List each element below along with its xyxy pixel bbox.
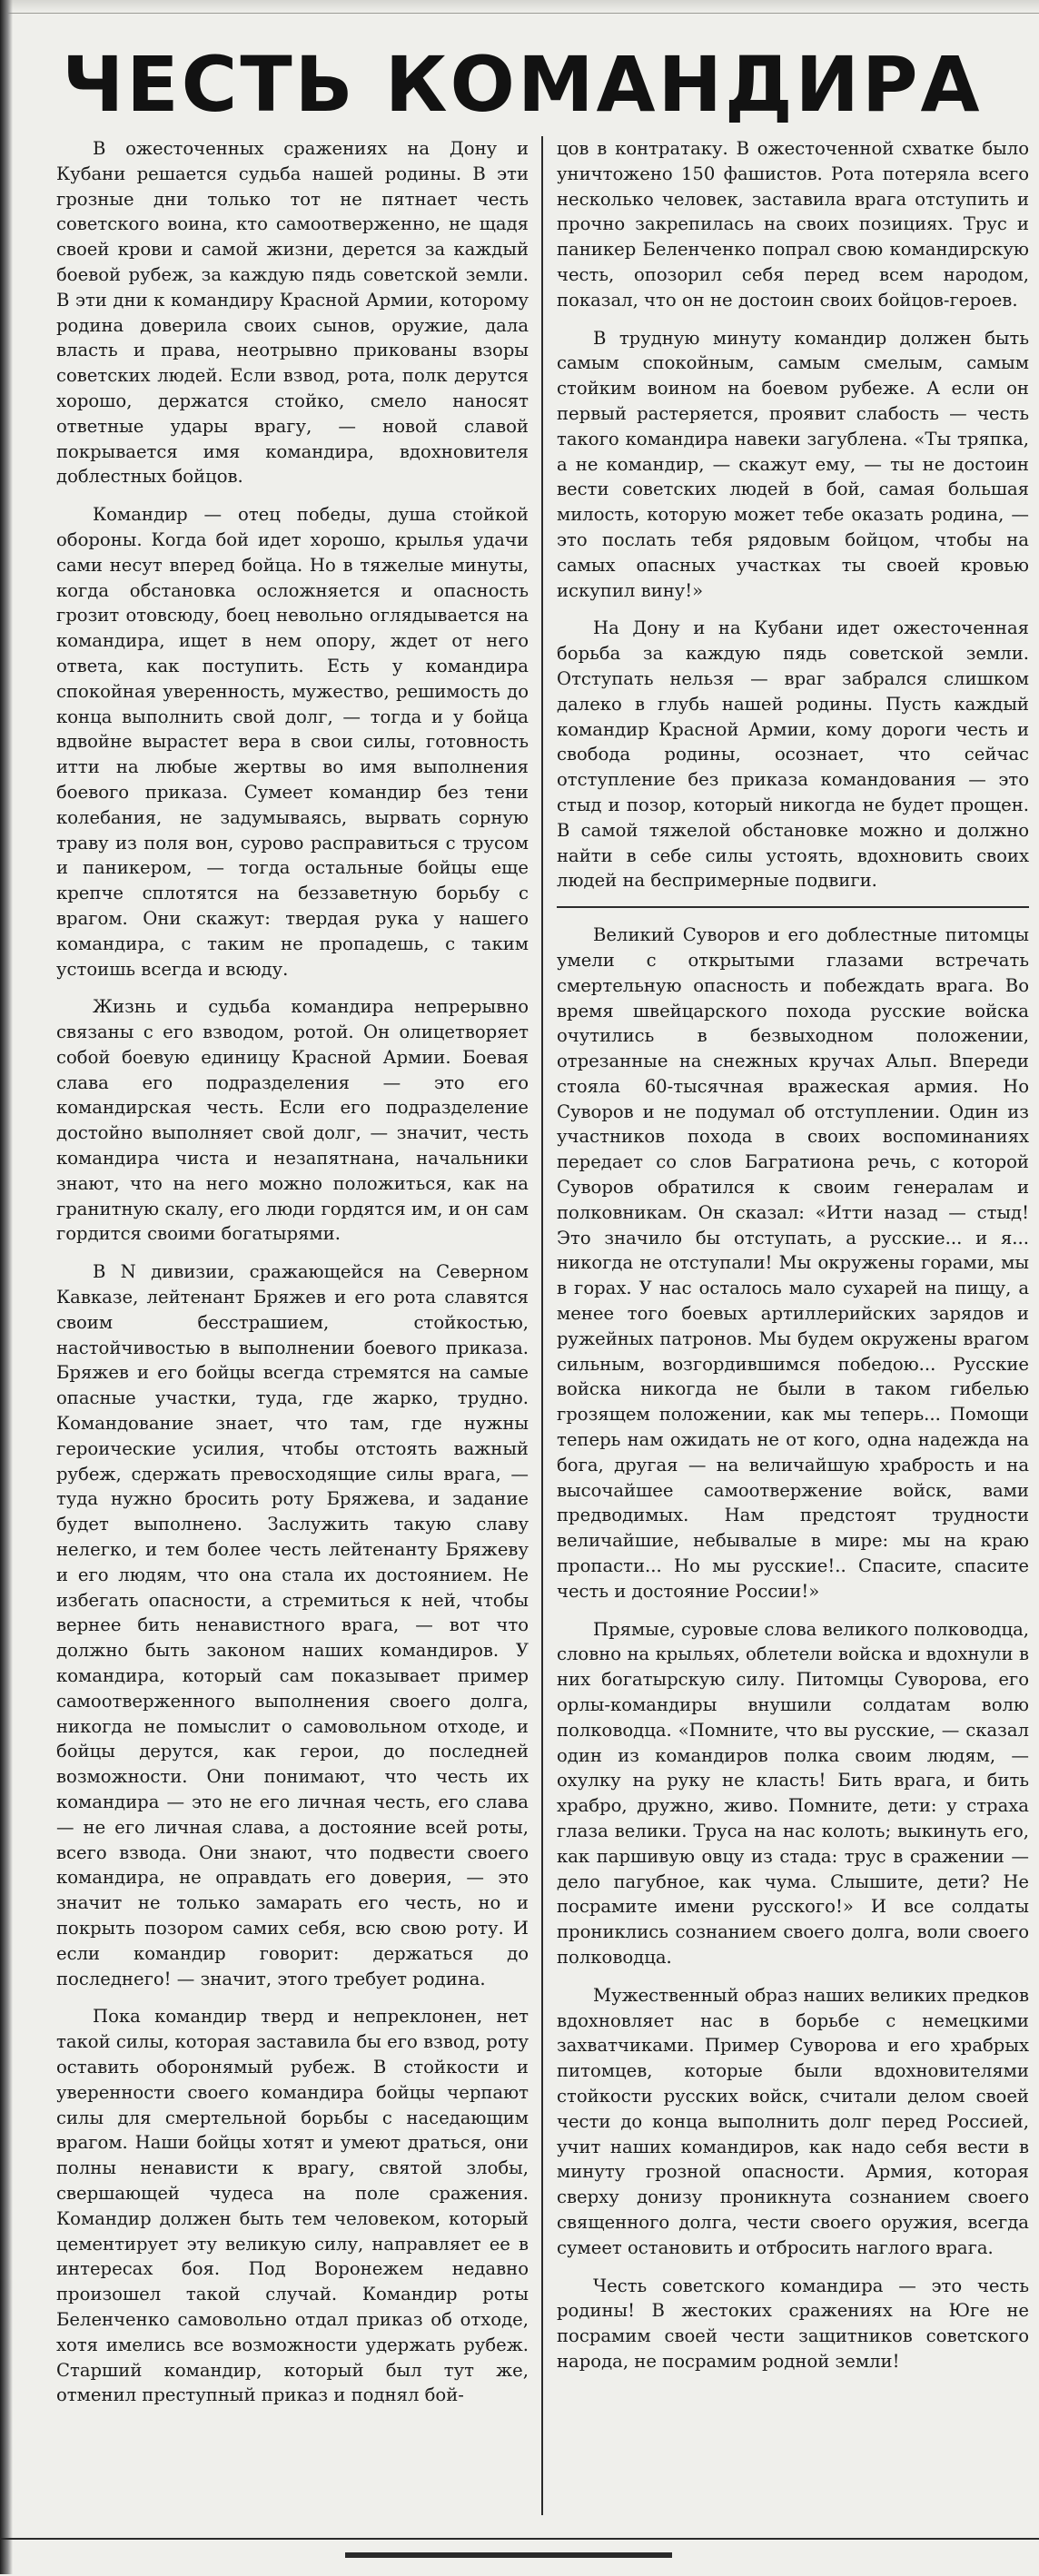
column-divider bbox=[541, 136, 543, 2515]
paragraph: цов в контратаку. В ожесточенной схватке было уничтожено 150 фашистов. Рота потеряла всего несколько человек, заставила врага отступить и прочно закрепилась на своих позициях. Трус и паникер Беленченко попрал свою командирскую честь, опозорил себя перед всем народом, показал, что он не достоин своих бойцов-героев. bbox=[557, 138, 1029, 311]
paragraph: Честь советского командира — это честь родины! В жестоких сражениях на Юге не посрамим своей чести защитников советского народа, не посрамим родной земли! bbox=[557, 2275, 1029, 2372]
paragraph: В N дивизии, сражающейся на Северном Кавказе, лейтенант Бряжев и его рота славятся своим бесстрашием, стойкостью, настойчивостью в выполнении боевого приказа. Бряжев и его бойцы всегда стремятся на самые опасные участки, туда, где жарко, трудно. Командование знает, что там, где нужны героические усилия, чтобы отстоять важный рубеж, сдержать превосходящие силы врага, — туда нужно бросить роту Бряжева, и задание будет выполнено. Заслужить такую славу нелегко, и тем более честь лейтенанту Бряжеву и его людям, что она стала их достоянием. Не избегать опасности, а стремиться к ней, чтобы вернее бить ненавистного врага, — вот что должно быть законом наших командиров. У командира, который сам показывает пример самоотверженного выполнения своего долга, никогда не помыслит о самовольном отходе, и бойцы дерутся, как герои, до последней возможности. Они понимают, что честь их командира — это не его личная честь, его слава — не его личная слава, а достояние всей роты, всего взвода. Они знают, что подвести своего командира, не оправдать его доверия, — это значит не только замарать его честь, но и покрыть позором самих себя, всю свою роту. И если командир говорит: держаться до последнего! — значит, этого требует родина. bbox=[56, 1261, 529, 1989]
article-headline: ЧЕСТЬ КОМАНДИРА bbox=[62, 40, 983, 129]
paragraph: Жизнь и судьба командира непрерывно связаны с его взводом, ротой. Он олицетворяет собой боевую единицу Красной Армии. Боевая слава его подразделения — это его командирская честь. Если его подразделение достойно выполняет свой долг, — значит, честь командира чиста и незапятнана, начальники знают, что на него можно положиться, как на гранитную скалу, его люди гордятся им, и он сам гордится своими богатырями. bbox=[56, 996, 529, 1245]
paragraph: Великий Суворов и его доблестные питомцы умели с открытыми глазами встречать смертельную опасность и побеждать врага. Во время швейцарского похода русские войска очутились в безвыходном положении, отрезанные на снежных кручах Альп. Впереди стояла 60-тысячная вражеская армия. Но Суворов и не подумал об отступлении. Один из участников похода в своих воспоминаниях передает со слов Багратиона речь, с которой Суворов обратился к своим генералам и полковникам. Он сказал: «Итти назад — стыд! Это значило бы отступать, а русские... и я... никогда не отступали! Мы окружены горами, мы в горах. У нас осталось мало сухарей на пищу, а менее того боевых артиллерийских зарядов и ружейных патронов. Мы будем окружены врагом сильным, возгордившимся победою... Русские войска никогда не были в таком гибелью грозящем положении, как мы теперь... Помощи теперь нам ожидать не от кого, одна надежда на бога, другая — на величайшую храбрость и на высочайшее самоотвержение войск, вами предводимых. Нам предстоят трудности величайшие, небывалые в мире: мы на краю пропасти... Но мы русские!.. Спасите, спасите честь и достояние России!» bbox=[557, 924, 1029, 1602]
paragraph: Прямые, суровые слова великого полководца, словно на крыльях, облетели войска и вдохнули в них богатырскую силу. Питомцы Суворова, его орлы-командиры внушили солдатам волю полководца. «Помните, что вы русские, — сказал один из командиров полка своим людям, — охулку на руку не класть! Бить врага, и бить храбро, дружно, живо. Помните, дети: у страха глаза велики. Труса на нас колоть; выкинуть его, как паршивую овцу из стада: трус в сражении — дело пагубное, как чума. Слышите, дети? Не посрамите имени русского!» И все солдаты прониклись сознанием своего долга, воли своего полководца. bbox=[557, 1618, 1029, 1968]
section-divider bbox=[557, 906, 1029, 908]
paragraph: На Дону и на Кубани идет ожесточенная борьба за каждую пядь советской земли. Отступать нельзя — враг забрался слишком далеко в глубь нашей родины. Пусть каждый командир Красной Армии, кому дороги честь и свобода родины, осознает, что сейчас отступление без приказа командования — это стыд и позор, который никогда не будет прощен. В самой тяжелой обстановке можно и должно найти в себе силы устоять, вдохновить своих людей на беспримерные подвиги. bbox=[557, 617, 1029, 892]
paragraph: В ожесточенных сражениях на Дону и Кубани решается судьба нашей родины. В эти грозные дни только тот не пятнает честь советского воина, кто самоотверженно, не щадя своей крови и самой жизни, дерется за каждый боевой рубеж, за каждую пядь советской земли. В эти дни к командиру Красной Армии, которому родина доверила своих сынов, оружие, дала власть и права, неотрывно прикованы взоры советских людей. Если взвод, рота, полк дерутся хорошо, держатся стойко, смело наносят ответные удары врагу, — новой славой покрывается имя командира, вдохновителя доблестных бойцов. bbox=[56, 138, 529, 488]
page-bottom-rule bbox=[0, 2538, 1039, 2576]
paragraph: Пока командир тверд и непреклонен, нет такой силы, которая заставила бы его взвод, роту оставить оборонямый рубеж. В стойкости и уверенности своего командира бойцы черпают силы для смертельной борьбы с наседающим врагом. Наши бойцы хотят и умеют драться, они полны ненависти к врагу, святой злобы, свершающей чудеса на поле сражения. Командир должен быть тем человеком, который цементирует эту великую силу, направляет ее в интересах боя. Под Воронежем недавно произошел такой случай. Командир роты Беленченко самовольно отдал приказ об отходе, хотя имелись все возможности удержать рубеж. Старший командир, который был тут же, отменил преступный приказ и поднял бой- bbox=[56, 2006, 529, 2406]
paragraph: Мужественный образ наших великих предков вдохновляет нас в борьбе с немецкими захватчиками. Пример Суворова и его храбрых питомцев, которые были вдохновителями стойкости русских войск, считали делом своей чести до конца выполнить долг перед Россией, учит наших командиров, как надо себя вести в минуту грозной опасности. Армия, которая сверху донизу проникнута сознанием своего священного долга, чести своего оружия, всегда сумеет остановить и отбросить наглого врага. bbox=[557, 1984, 1029, 2258]
right-column bbox=[557, 136, 1029, 2533]
left-column bbox=[56, 136, 529, 2533]
footer-ornament-rule bbox=[345, 2552, 672, 2558]
paragraph: В трудную минуту командир должен быть самым спокойным, самым смелым, самым стойким воином на боевом рубеже. А если он первый растеряется, проявит слабость — честь такого командира навеки загублена. «Ты тряпка, а не командир, — скажут ему, — ты не достоин вести советских людей в бой, самая большая милость, которую может тебе оказать родина, — это послать тебя рядовым бойцом, чтобы на самых опасных участках ты своей кровью искупил вину!» bbox=[557, 327, 1029, 601]
paragraph: Командир — отец победы, душа стойкой обороны. Когда бой идет хорошо, крылья удачи сами несут вперед бойца. Но в тяжелые минуты, когда обстановка осложняется и опасность грозит отовсюду, боец невольно оглядывается на командира, ищет в нем опору, ждет от него ответа, как поступить. Есть у командира спокойная уверенность, мужество, решимость до конца выполнить свой долг, — тогда и у бойца вдвойне вырастет вера в свои силы, готовность итти на любые жертвы во имя выполнения боевого приказа. Сумеет командир без тени колебания, не задумываясь, вырвать сорную траву из поля вон, сурово расправиться с трусом и паникером, — тогда остальные бойцы еще крепче сплотятся на беззаветную борьбу с врагом. Они скажут: твердая рука у нашего командира, с таким не пропадешь, с таким устоишь всегда и всюду. bbox=[56, 504, 529, 980]
scan-edge-shadow bbox=[0, 0, 13, 2574]
page-top-strip bbox=[0, 0, 1039, 14]
